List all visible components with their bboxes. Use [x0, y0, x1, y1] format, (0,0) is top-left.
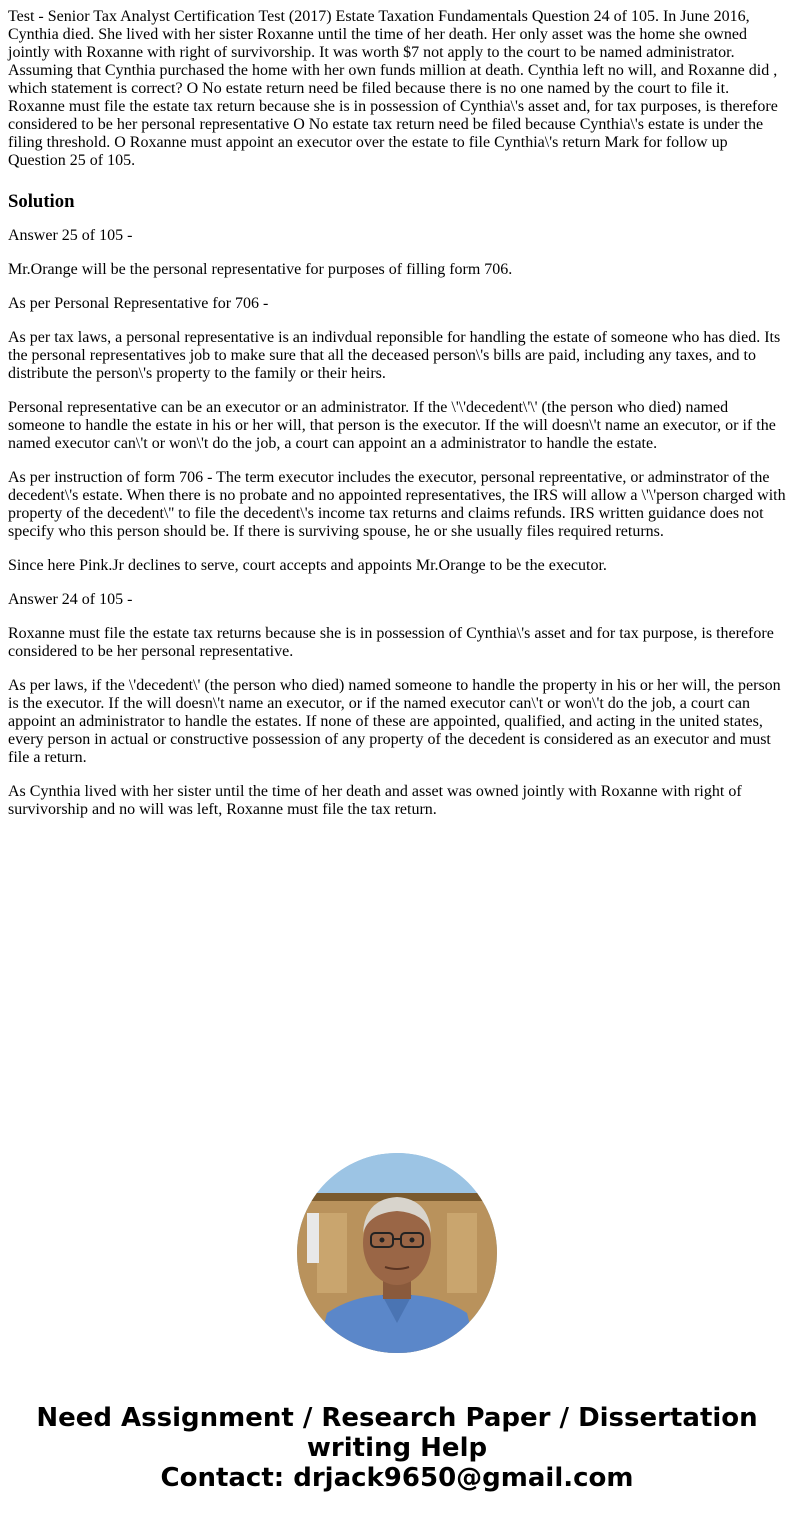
executor-administrator-paragraph: Personal representative can be an executor or an administrator. If the \'\'decedent\'\' (the person who died) named someone to handle the estate in his or her will, that person is the executor. If the will doesn\'t name an executor, or if the named executor can\'t or won\'t do the job, a court can appoint an a administrator to handle the estate. — [8, 399, 776, 452]
promo-banner — [0, 1403, 794, 1493]
answer-25-heading: Answer 25 of 105 - — [8, 227, 133, 244]
form-706-instruction-paragraph: As per instruction of form 706 - The term executor includes the executor, personal repreentative, or adminstrator of the decedent\'s estate. When there is no probate and no appointed representatives, the IRS will allow a \'\'person charged with property of the decedent\'' to file the decedent\'s income tax returns and claims refunds. IRS written guidance does not specify who this person should be. If there is surviving spouse, he or she usually files required returns. — [8, 469, 786, 540]
personal-representative-heading: As per Personal Representative for 706 - — [8, 295, 269, 312]
answer-24-statement: Roxanne must file the estate tax returns because she is in possession of Cynthia\'s asset and for tax purpose, is therefore considered to be her personal representative. — [8, 625, 774, 660]
promo-line-2: writing Help — [306, 1433, 488, 1463]
answer-24-heading: Answer 24 of 105 - — [8, 591, 133, 608]
promo-line-1: Need Assignment / Research Paper / Dissertation — [36, 1403, 758, 1433]
personal-representative-definition: As per tax laws, a personal representative is an indivdual reponsible for handling the estate of someone who has died. Its the personal representatives job to make sure that all the deceased person\'s bills are paid, including any taxes, and to distribute the person\'s property to the family or their heirs. — [8, 329, 781, 382]
author-portrait-image — [297, 1153, 497, 1353]
answer-24-conclusion: As Cynthia lived with her sister until the time of her death and asset was owned jointly with Roxanne with right of survivorship and no will was left, Roxanne must file the tax return. — [8, 783, 742, 818]
laws-paragraph: As per laws, if the \'decedent\' (the person who died) named someone to handle the property in his or her will, the person is the executor. If the will doesn\'t name an executor, or if the named executor can\'t or won\'t do the job, a court can appoint an administrator to handle the estates. If none of these are appointed, qualified, and acting in the united states, every person in actual or constructive possession of any property of the decedent is considered as an executor and must file a return. — [8, 677, 781, 766]
promo-contact: Contact: drjack9650@gmail.com — [160, 1463, 634, 1493]
author-avatar — [297, 1153, 497, 1353]
answer-25-statement: Mr.Orange will be the personal representative for purposes of filling form 706. — [8, 261, 513, 278]
solution-heading: Solution — [8, 191, 75, 212]
document-body — [8, 8, 787, 835]
question-text: Test - Senior Tax Analyst Certification Test (2017) Estate Taxation Fundamentals Question 24 of 105. In June 2016, Cynthia died. She lived with her sister Roxanne until the time of her death. Her only asset was the home she owned jointly with Roxanne with right of survivorship. It was worth $7 not apply to the court to be named administrator. Assuming that Cynthia purchased the home with her own funds million at death. Cynthia left no will, and Roxanne did , which statement is correct? O No estate return need be filed because there is no one named by the court to file it. Roxanne must file the estate tax return because she is in possession of Cynthia\'s asset and, for tax purposes, is therefore considered to be her personal representative O No estate tax return need be filed because Cynthia\'s estate is under the filing threshold. O Roxanne must appoint an executor over the estate to file Cynthia\'s return Mark for follow up Question 25 of 105. — [8, 8, 778, 169]
answer-25-conclusion: Since here Pink.Jr declines to serve, court accepts and appoints Mr.Orange to be the executor. — [8, 557, 607, 574]
